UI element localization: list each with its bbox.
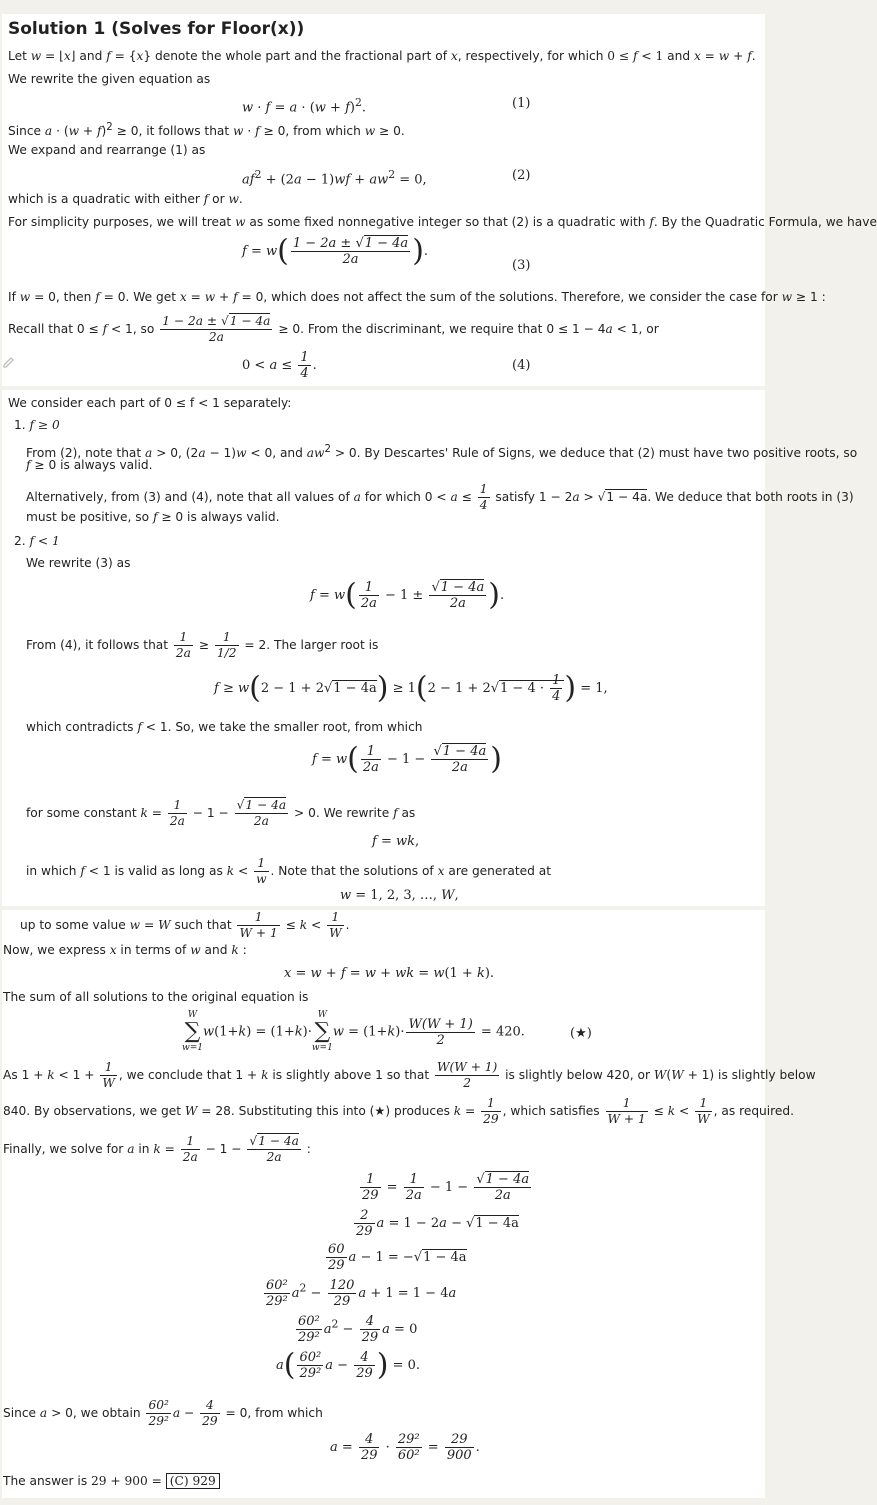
line-definitions: Let w = ⌊x⌋ and f = {x} denote the whole part and the fractional part of x, respectively, for which 0 ≤ f < 1 and x = w + f. — [8, 49, 756, 63]
eq-number-3: (3) — [512, 258, 531, 273]
page-title: Solution 1 (Solves for Floor(x)) — [8, 19, 305, 39]
star-label: (★) — [570, 1026, 592, 1041]
case-1-alternative: Alternatively, from (3) and (4), note that all values of a for which 0 < a ≤ $\frac{1}{4}$ satisfy 1 − 2a > √1 − 4a. We deduce that both roots in (3) — [26, 482, 854, 512]
case-2-heading: 2. f < 1 — [14, 534, 60, 548]
line-quadratic: which is a quadratic with either f or w. — [8, 192, 243, 206]
line-consider-parts: We consider each part of 0 ≤ f < 1 separately: — [8, 396, 292, 410]
derivation-step-3: $\frac{60}{29}$ a − 1 = −√1 − 4a — [328, 1242, 467, 1273]
derivation-step-1: $\frac{1}{29}$ = $\frac{1}{2a}$ − 1 − $\frac{√1 - 4a}{2a}$ — [362, 1172, 530, 1203]
line-finally: Finally, we solve for a in k = $\frac{1}{2a}$ − 1 − $\frac{√1 - 4a}{2a}$ : — [3, 1134, 311, 1164]
line-simplicity: For simplicity purposes, we will treat w as some fixed nonnegative integer so that (2) is a quadratic with f. By the Quadratic Formula, we have — [8, 215, 877, 229]
equation-a-value: a = $\frac{4}{29}$ · $\frac{\text{29²}}{\text{60²}}$ = $\frac{29}{900}$ . — [330, 1432, 480, 1463]
equation-larger-root: f ≥ w(2 − 1 + 2√1 − 4a) ≥ 1(2 − 1 + 2√1 − 4 · $\frac{1}{4}$ ) = 1, — [214, 670, 608, 706]
derivation-step-5: $\frac{\text{60²}}{\text{29²}}$ $a^2$ − $\frac{4}{29}$ a = 0 — [298, 1314, 418, 1345]
equation-rewritten-3: f = w( $\frac{1}{2a}$ − 1 ± $\frac{√1 - 4a}{2a}$ ). — [310, 577, 505, 613]
case-1-positive: must be positive, so f ≥ 0 is always valid. — [26, 510, 280, 524]
line-since-a-positive: Since a > 0, we obtain $\frac{\text{60²}}{\text{29²}}$ a − $\frac{4}{29}$ = 0, from which — [3, 1398, 323, 1428]
line-from-4: From (4), it follows that $\frac{1}{2a}$ ≥ $\frac{1}{1/2}$ = 2. The larger root is — [26, 630, 379, 660]
solution-panel-2 — [2, 390, 858, 906]
derivation-step-4: $\frac{\text{60²}}{\text{29²}}$ $a^2$ − $\frac{120}{29}$ a + 1 = 1 − 4a — [266, 1278, 457, 1309]
line-since: Since $a \cdot (w + f)^2 \ge 0$, it follows that w · f ≥ 0, from which w ≥ 0. — [8, 122, 405, 139]
derivation-step-2: $\frac{2}{29}$ a = 1 − 2a − √1 − 4a — [356, 1208, 519, 1239]
equation-sum: W ∑ w=1 w(1+k) = (1+k)· W ∑ w=1 w = (1+k)· $\frac{W(W + 1)}{2}$ = 420. — [182, 1010, 525, 1053]
line-express-x: Now, we express x in terms of w and k : — [3, 943, 247, 957]
equation-w-values: w = 1, 2, 3, …, W, — [340, 888, 459, 903]
equation-f-wk: f = wk, — [372, 834, 420, 849]
line-valid-as-long: in which f < 1 is valid as long as k < $\frac{1}{w}$ . Note that the solutions of x are generated at — [26, 856, 552, 886]
case-1-valid: f ≥ 0 is always valid. — [26, 458, 153, 472]
equation-2: $af^2 + (2a - 1)wf + aw^2 = 0$, — [242, 168, 427, 188]
derivation-step-6: a( $\frac{\text{60²}}{\text{29²}}$ a − $\frac{4}{29}$ ) = 0. — [276, 1347, 421, 1383]
equation-smaller-root: f = w( $\frac{1}{2a}$ − 1 − $\frac{√1 - 4a}{2a}$ ) — [312, 741, 502, 777]
equation-x-expression: x = w + f = w + wk = w(1 + k). — [284, 966, 495, 981]
line-if-w-zero: If w = 0, then f = 0. We get x = w + f = 0, which does not affect the sum of the solutions. Therefore, we consider the case for w ≥ 1 : — [8, 290, 826, 304]
line-up-to-W: up to some value w = W such that $\frac{1}{W + 1}$ ≤ k < $\frac{1}{W}$ . — [20, 910, 350, 940]
line-slightly-above: As 1 + k < 1 + $\frac{1}{W}$ , we conclude that 1 + k is slightly above 1 so that $\frac{W(W + 1)}{2}$ is slightly below 420, or W(W + 1) is slightly below — [3, 1060, 816, 1090]
equation-4: 0 < a ≤ $\frac{1}{4}$ . — [242, 350, 317, 381]
line-answer: The answer is 29 + 900 = (C) 929 — [3, 1474, 220, 1489]
case-2-rewrite: We rewrite (3) as — [26, 556, 131, 570]
line-constant-k: for some constant k = $\frac{1}{2a}$ − 1 − $\frac{√1 - 4a}{2a}$ > 0. We rewrite f as — [26, 798, 416, 828]
line-observations: 840. By observations, we get W = 28. Substituting this into (★) produces k = $\frac{1}{29}$ , which satisfies $\frac{1}{W + 1}$ ≤ k < $\frac{1}{W}$ , as required. — [3, 1096, 795, 1126]
equation-3: f = w( $\frac{1 - 2a \pm √1 - 4a}{2a}$ ). — [242, 233, 429, 269]
line-recall: Recall that 0 ≤ f < 1, so $\frac{1 - 2a \pm √1 - 4a}{2a}$ ≥ 0. From the discriminant, we require that 0 ≤ 1 − 4a < 1, or — [8, 314, 659, 344]
case-1-heading: 1. f ≥ 0 — [14, 418, 60, 432]
eq-number-4: (4) — [512, 358, 531, 373]
line-sum-solutions: The sum of all solutions to the original equation is — [3, 990, 309, 1004]
pencil-icon — [2, 354, 16, 368]
case-1-descartes: From (2), note that a > 0, (2a − 1)w < 0, and $aw^2 > 0$. By Descartes' Rule of Signs, we deduce that (2) must have two positive roots, so — [26, 444, 858, 461]
eq-number-2: (2) — [512, 168, 531, 183]
answer-box: (C) 929 — [166, 1473, 220, 1489]
line-contradicts: which contradicts f < 1. So, we take the smaller root, from which — [26, 720, 423, 734]
line-rewrite: We rewrite the given equation as — [8, 72, 211, 86]
solution-panel-1 — [2, 14, 877, 386]
eq-number-1: (1) — [512, 96, 531, 111]
solution-panel-3 — [2, 910, 816, 1498]
equation-1: $w \cdot f = a \cdot (w + f)^2$. — [242, 96, 366, 116]
line-expand: We expand and rearrange (1) as — [8, 143, 206, 157]
